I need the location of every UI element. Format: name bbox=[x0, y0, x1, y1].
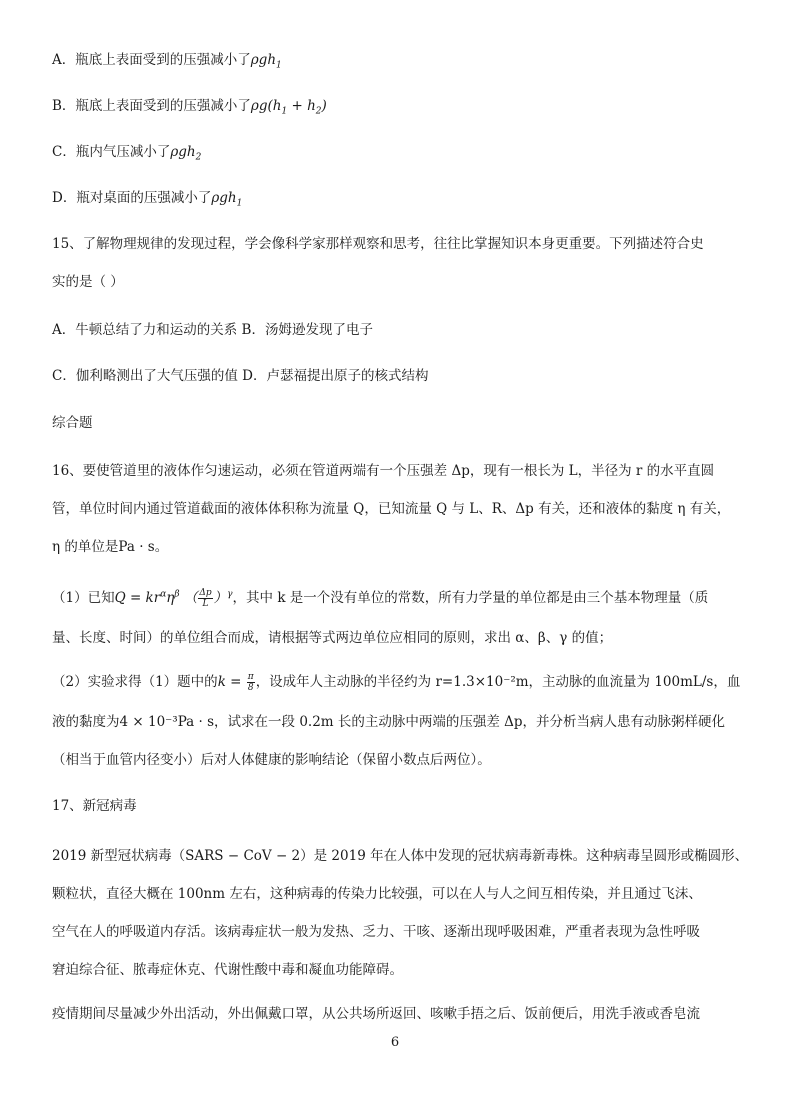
q17-title: 17、新冠病毒 bbox=[52, 798, 137, 814]
q17-para2-line1: 疫情期间尽量减少外出活动，外出佩戴口罩，从公共场所返回、咳嗽手捂之后、饭前便后，用洗手液或香皂流 bbox=[52, 1006, 700, 1022]
q17-para1-line1: 2019 新型冠状病毒（SARS − CoV − 2）是 2019 年在人体中发现的冠状病毒新毒株。这种病毒呈圆形或椭圆形、 bbox=[52, 848, 749, 864]
q17-para1-line4: 窘迫综合征、脓毒症休克、代谢性酸中毒和凝血功能障碍。 bbox=[52, 962, 403, 978]
q16-part2: （2）实验求得（1）题中的k = $\frac{\pi}{8}$ ，设成年人主动脉的半径约为 r=1.3×10⁻²m，主动脉的血流量为 100mL/s，血 bbox=[52, 672, 741, 693]
formula-q-equation: $Q = kr^\alpha\eta^\beta$ （ $\frac{\Delta p}{L}$ ）$^\gamma$ bbox=[114, 588, 233, 609]
option-d-q14: D．瓶对桌面的压强减小了ρgh$_1$ bbox=[52, 190, 243, 209]
q16-part2-line2: 液的黏度为4 × 10⁻³Pa · s，试求在一段 0.2m 长的主动脉中两端的压强差 Δp，并分析当病人患有动脉粥样硬化 bbox=[52, 714, 726, 730]
q17-para1-line3: 空气在人的呼吸道内存活。该病毒症状一般为发热、乏力、干咳、逐渐出现呼吸困难，严重者表现为急性呼吸 bbox=[52, 924, 700, 940]
formula-rho-g-h1-plus-h2: $\rho g(h_1 + h_2)$ bbox=[250, 98, 327, 117]
q16-part1: （1）已知$Q = kr^\alpha\eta^\beta$ （ $\frac{\Delta p}{L}$ ）$^\gamma$，其中 k 是一个没有单位的常数，所有力学量的单位都是由三个基本物理量（质 bbox=[52, 588, 709, 609]
fraction-dp-over-l: $\frac{\Delta p}{L}$ bbox=[199, 588, 212, 609]
formula-rho-g-h2: ρgh$_2$ bbox=[170, 144, 202, 163]
q15-stem-line2: 实的是（ ） bbox=[52, 274, 124, 290]
section-heading: 综合题 bbox=[52, 415, 93, 431]
q16-part1-line2: 量、长度、时间）的单位组合而成，请根据等式两边单位应相同的原则，求出 α、β、γ 的值； bbox=[52, 630, 613, 646]
q17-para1-line2: 颗粒状，直径大概在 100nm 左右，这种病毒的传染力比较强，可以在人与人之间互相传染，并且通过飞沫、 bbox=[52, 886, 702, 902]
formula-rho-g-h1: ρgh$_1$ bbox=[250, 52, 282, 71]
q15-options-ab: A．牛顿总结了力和运动的关系 B．汤姆逊发现了电子 bbox=[52, 322, 373, 338]
formula-k-pi-over-8: k = $\frac{\pi}{8}$ bbox=[217, 672, 254, 693]
option-a-q14: A．瓶底上表面受到的压强减小了ρgh$_1$ bbox=[52, 52, 282, 71]
q16-part2-line3: （相当于血管内径变小）后对人体健康的影响结论（保留小数点后两位）。 bbox=[52, 752, 491, 768]
formula-rho-g-h1-d: ρgh$_1$ bbox=[211, 190, 243, 209]
q15-options-cd: C．伽利略测出了大气压强的值 D．卢瑟福提出原子的核式结构 bbox=[52, 368, 429, 384]
option-c-q14: C．瓶内气压减小了ρgh$_2$ bbox=[52, 144, 202, 163]
page-number: 6 bbox=[390, 1035, 400, 1050]
q16-line3: η 的单位是Pa · s。 bbox=[52, 539, 169, 555]
q16-line2: 管，单位时间内通过管道截面的液体体积称为流量 Q，已知流量 Q 与 L、R、Δp 有关，还和液体的黏度 η 有关， bbox=[52, 501, 731, 517]
q16-line1: 16、要使管道里的液体作匀速运动，必须在管道两端有一个压强差 Δp，现有一根长为 L，半径为 r 的水平直圆 bbox=[52, 463, 715, 479]
q15-stem-line1: 15、了解物理规律的发现过程，学会像科学家那样观察和思考，往往比掌握知识本身更重要。下列描述符合史 bbox=[52, 236, 704, 252]
option-b-q14: B．瓶底上表面受到的压强减小了$\rho g(h_1 + h_2)$ bbox=[52, 98, 327, 117]
